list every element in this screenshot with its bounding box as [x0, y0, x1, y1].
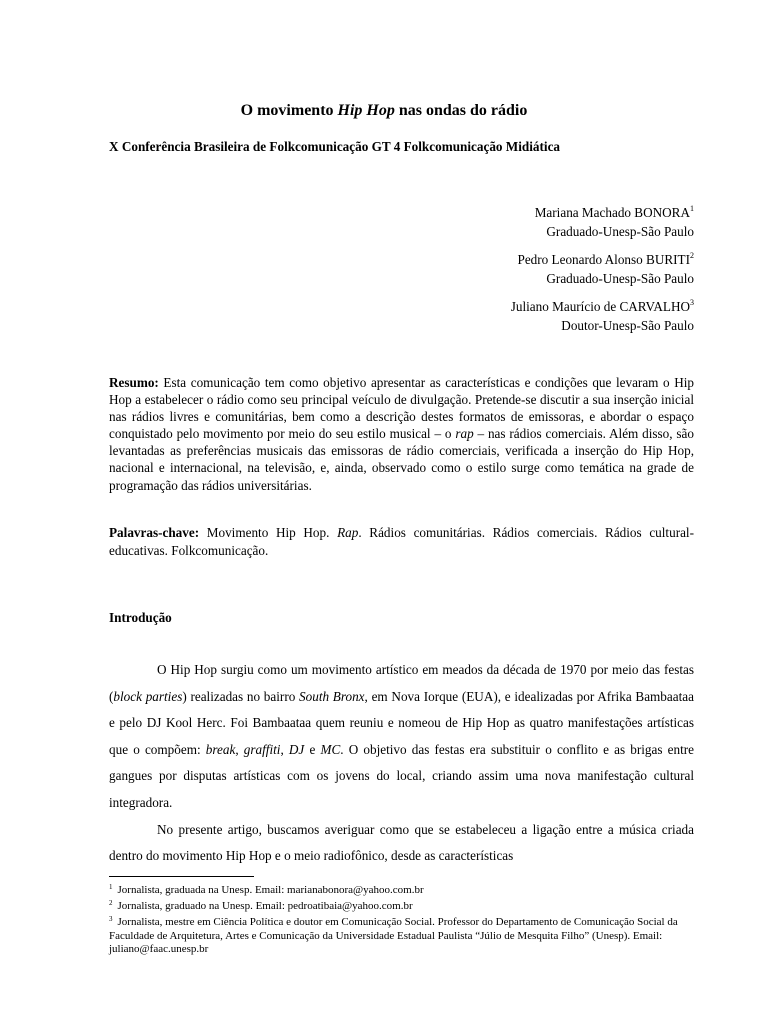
author-affiliation: Graduado-Unesp-São Paulo — [546, 224, 694, 239]
footnotes — [109, 881, 694, 956]
footnote-divider — [109, 876, 254, 877]
author-block — [511, 250, 694, 288]
author-block — [511, 203, 694, 241]
abstract: Resumo: Esta comunicação tem como objetivo apresentar as características e condições que levaram o Hip Hop a estabelecer o rádio como seu principal veículo de divulgação. Pretende-se discutir a sua inserção inicial nas rádios livres e comunitárias, bem como a descrição destes formatos de emissoras, e abordar o espaço conquistado pelo movimento por meio do seu estilo musical – o rap – nas rádios comerciais. Além disso, são levantadas as preferências musicais das emissoras de rádio comerciais, verificada a inserção do Hip Hop, nacional e internacional, na televisão, e, ainda, observado como o estilo surge como temática na grade de programação das rádios universitárias. — [109, 375, 694, 493]
author-list — [511, 203, 694, 344]
section-heading-introduction: Introdução — [109, 610, 172, 625]
paragraph: O Hip Hop surgiu como um movimento artístico em meados da década de 1970 por meio das festas (block parties) realizadas no bairro South Bronx, em Nova Iorque (EUA), e idealizadas por Afrika Bambaataa e pelo DJ Kool Herc. Foi Bambaataa quem reuniu e nomeou de Hip Hop as quatro manifestações artísticas que o compõem: break, graffiti, DJ e MC. O objetivo das festas era substituir o conflito e as brigas entre gangues por disputas artísticas com os jovens do local, criando assim uma nova manifestação cultural integradora. — [109, 662, 695, 810]
keywords-label: Palavras-chave: — [109, 525, 200, 540]
footnote: $^3$ Jornalista, mestre em Ciência Política e doutor em Comunicação Social. Professor do Departamento de Comunicação Social da Faculdade de Arquitetura, Artes e Comunicação da Universidade Estadual Paulista “Júlio de Mesquita Filho” (Unesp). Email: juliano@faac.unesp.br — [109, 915, 678, 955]
conference-subtitle: X Conferência Brasileira de Folkcomunicação GT 4 Folkcomunicação Midiática — [109, 139, 561, 154]
author-affiliation: Doutor-Unesp-São Paulo — [561, 318, 694, 333]
body-text — [109, 657, 694, 870]
abstract-label: Resumo: — [109, 375, 159, 390]
author-name: Mariana Machado BONORA$^1$ — [534, 204, 694, 220]
author-name: Pedro Leonardo Alonso BURITI$^2$ — [517, 251, 694, 267]
paragraph: No presente artigo, buscamos averiguar como que se estabeleceu a ligação entre a música criada dentro do movimento Hip Hop e o meio radiofônico, desde as características — [109, 821, 694, 864]
author-block — [511, 297, 694, 335]
footnote: $^1$ Jornalista, graduada na Unesp. Email: marianabonora@yahoo.com.br — [109, 883, 424, 896]
author-name: Juliano Maurício de CARVALHO$^3$ — [510, 298, 694, 314]
author-affiliation: Graduado-Unesp-São Paulo — [546, 271, 694, 286]
keywords: Palavras-chave: Movimento Hip Hop. Rap. Rádios comunitárias. Rádios comerciais. Rádios cultural-educativas. Folkcomunicação. — [109, 525, 694, 558]
footnote: $^2$ Jornalista, graduado na Unesp. Email: pedroatibaia@yahoo.com.br — [109, 899, 413, 913]
paper-title: O movimento Hip Hop nas ondas do rádio — [240, 102, 528, 119]
